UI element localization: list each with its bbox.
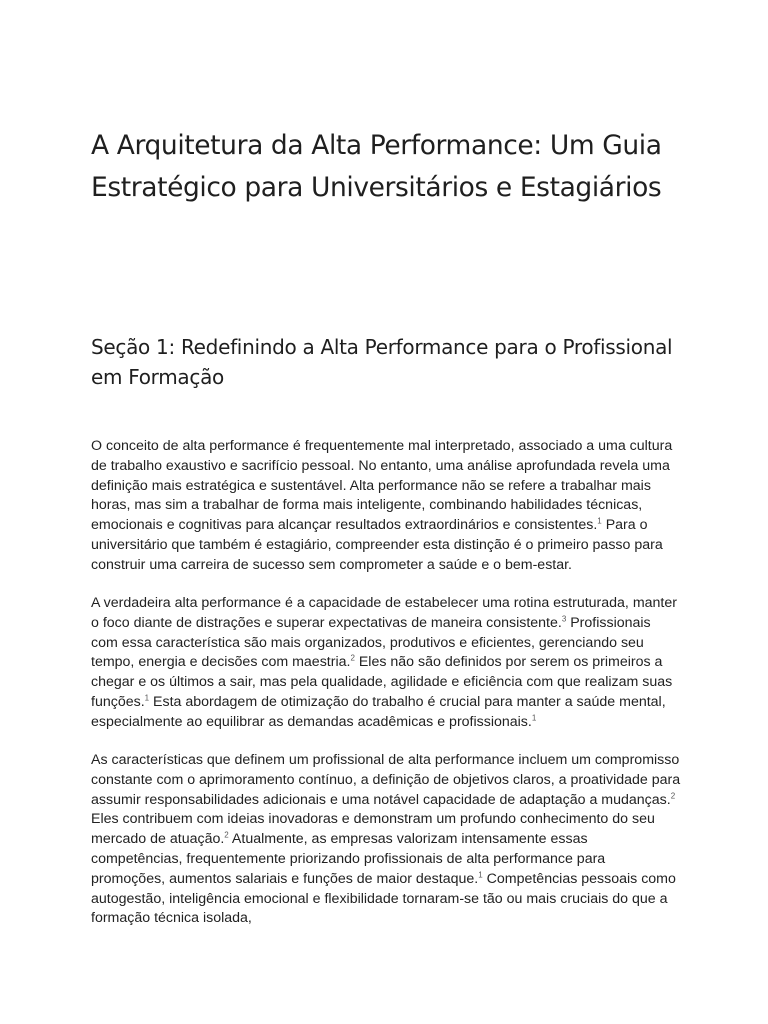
paragraph-text: Para o universitário que também é estagiário, compreender esta distinção é o primeiro passo para construir uma carreira de sucesso sem comprometer a saúde e o bem-estar. [91,517,663,573]
paragraph-text: Competências pessoais como autogestão, inteligência emocional e flexibilidade tornaram-se tão ou mais cruciais do que a formação técnica isolada, [91,870,676,927]
footnote-ref: 1 [478,870,483,880]
footnote-ref: 1 [597,516,602,526]
footnote-ref: 2 [670,790,676,800]
footnote-ref: 1 [531,713,537,723]
section-heading: Seção 1: Redefinindo a Alta Performance para o Profissional em Formação [91,335,673,389]
body-paragraph [91,751,681,929]
footnote-ref: 2 [224,830,229,840]
footnote-ref: 3 [561,614,567,624]
paragraph-text: A verdadeira alta performance é a capacidade de estabelecer uma rotina estruturada, manter o foco diante de distrações e superar expectativas de maneira consistente. [91,595,677,631]
paragraph-text: Eles contribuem com ideias inovadoras e demonstram um profundo conhecimento do seu mercado de atuação. [91,811,655,848]
footnote-ref: 1 [144,693,150,703]
paragraph-text: As características que definem um profissional de alta performance incluem um compromisso constante com o aprimoramento contínuo, a definição de objetivos claros, a proatividade para assumir responsabilidades adicionais e uma notável capacidade de adaptação a mudanças. [91,752,681,808]
body-paragraph [91,437,681,576]
paragraph-text: O conceito de alta performance é frequentemente mal interpretado, associado a uma cultura de trabalho exaustivo e sacrifício pessoal. No entanto, uma análise aprofundada revela uma definição mais estratégica e sustentável. Alta performance não se refere a trabalhar mais horas, mas sim a trabalhar de forma mais inteligente, combinando habilidades técnicas, emocionais e cognitivas para alcançar resultados extraordinários e consistentes. [91,438,673,534]
paragraph-text: Atualmente, as empresas valorizam intensamente essas competências, frequentemente priorizando profissionais de alta performance para promoções, aumentos salariais e funções de maior destaque. [91,831,606,887]
document-title: A Arquitetura da Alta Performance: Um Guia Estratégico para Universitários e Estagiários [91,130,662,203]
paragraph-text: Eles não são definidos por serem os primeiros a chegar e os últimos a sair, mas pela qualidade, agilidade e eficiência com que realizam suas funções. [91,654,673,710]
body-paragraph [91,594,681,733]
footnote-ref: 2 [350,653,355,663]
paragraph-text: Profissionais com essa característica são mais organizados, produtivos e eficientes, gerenciando seu tempo, energia e decisões com maestria. [91,614,651,671]
paragraph-text: Esta abordagem de otimização do trabalho é crucial para manter a saúde mental, especialmente ao equilibrar as demandas acadêmicas e profissionais. [91,693,666,730]
